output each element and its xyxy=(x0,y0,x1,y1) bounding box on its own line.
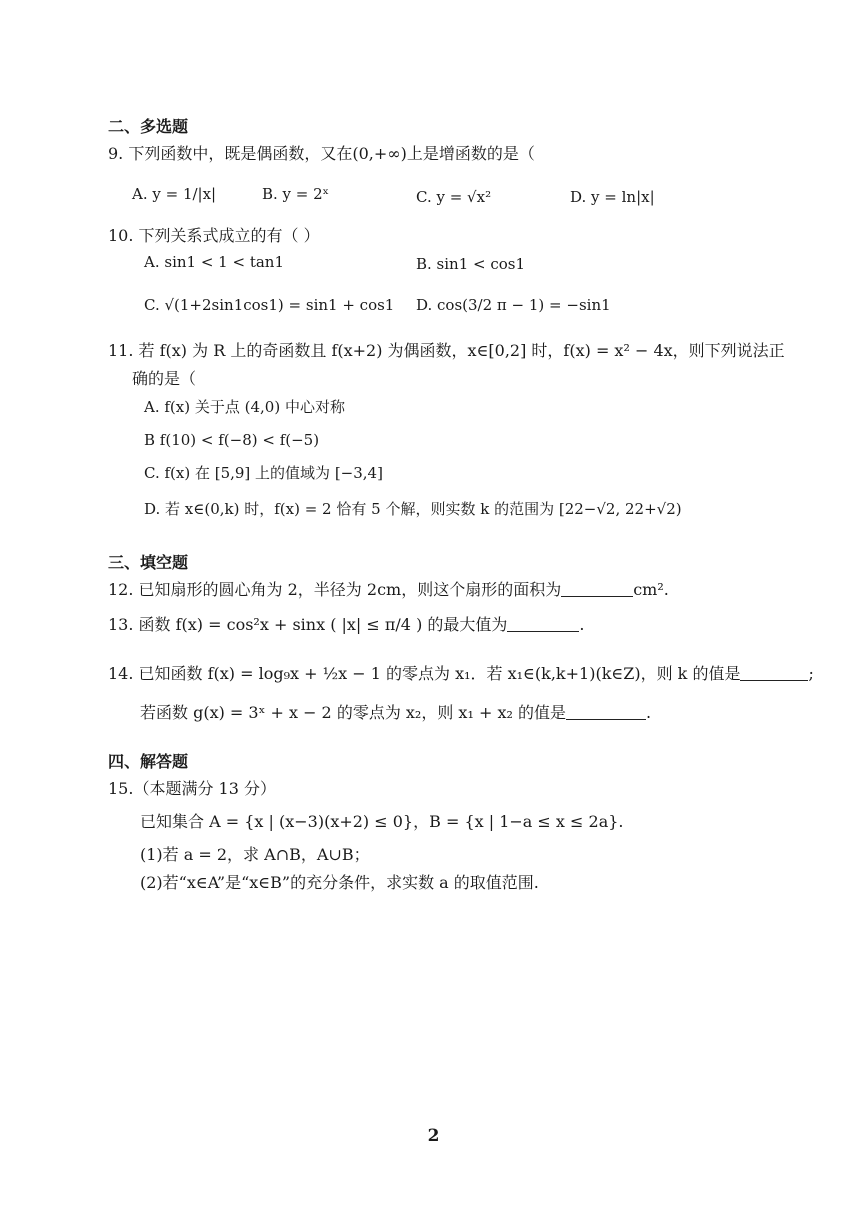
question-9-option-c: C. y = √x² xyxy=(416,188,492,206)
question-12-text: 12. 已知扇形的圆心角为 2，半径为 2cm，则这个扇形的面积为 xyxy=(108,580,562,599)
question-9-option-b: B. y = 2ˣ xyxy=(262,185,330,203)
question-11-option-b: B f(10) < f(−8) < f(−5) xyxy=(144,431,320,449)
question-14-line1 xyxy=(108,664,814,684)
question-14-end2: . xyxy=(645,703,652,722)
question-10-stem: 10. 下列关系式成立的有（ ） xyxy=(108,226,320,245)
question-9-stem: 9. 下列函数中，既是偶函数，又在(0,+∞)上是增函数的是（ xyxy=(108,144,535,163)
question-15-title: 15.（本题满分 13 分） xyxy=(108,779,276,798)
section-heading-fill-in: 三、填空题 xyxy=(108,553,189,572)
question-9-option-d: D. y = ln|x| xyxy=(570,188,655,206)
question-12-unit: cm². xyxy=(633,580,669,599)
question-14-end1: ; xyxy=(808,664,814,683)
question-10-option-a: A. sin1 < 1 < tan1 xyxy=(144,253,284,271)
question-14-text1: 14. 已知函数 f(x) = log₉x + ½x − 1 的零点为 x₁．若 x₁∈(k,k+1)(k∈Z)，则 k 的值是 xyxy=(108,664,741,683)
question-13-text: 13. 函数 f(x) = cos²x + sinx ( |x| ≤ π/4 ) 的最大值为 xyxy=(108,615,508,634)
question-14-answer-blank-1[interactable] xyxy=(740,680,808,681)
question-9-option-a: A. y = 1/|x| xyxy=(132,185,217,203)
question-11-stem-line2: 确的是（ xyxy=(132,369,197,388)
question-13-answer-blank[interactable] xyxy=(507,631,579,632)
question-10-option-d: D. cos(3/2 π − 1) = −sin1 xyxy=(416,296,611,314)
question-10-option-c: C. √(1+2sin1cos1) = sin1 + cos1 xyxy=(144,296,395,314)
question-15-part-1: (1)若 a = 2，求 A∩B，A∪B； xyxy=(140,845,370,864)
question-12 xyxy=(108,580,669,600)
question-13-end: . xyxy=(579,615,585,634)
section-heading-multi-choice: 二、多选题 xyxy=(108,117,189,136)
question-12-answer-blank[interactable] xyxy=(561,596,633,597)
question-13 xyxy=(108,615,585,635)
question-14-text2: 若函数 g(x) = 3ˣ + x − 2 的零点为 x₂，则 x₁ + x₂ 的值是 xyxy=(140,703,566,722)
section-heading-answer: 四、解答题 xyxy=(108,752,189,771)
question-14-line2 xyxy=(140,703,651,723)
question-14-answer-blank-2[interactable] xyxy=(566,719,646,720)
page-number: 2 xyxy=(427,1126,440,1146)
question-11-stem-line1: 11. 若 f(x) 为 R 上的奇函数且 f(x+2) 为偶函数，x∈[0,2] 时，f(x) = x² − 4x，则下列说法正 xyxy=(108,341,785,360)
question-11-option-c: C. f(x) 在 [5,9] 上的值域为 [−3,4] xyxy=(144,464,383,482)
question-15-part-2: (2)若“x∈A”是“x∈B”的充分条件，求实数 a 的取值范围. xyxy=(140,873,539,892)
question-11-option-d: D. 若 x∈(0,k) 时，f(x) = 2 恰有 5 个解，则实数 k 的范围为 [22−√2, 22+√2) xyxy=(144,500,682,518)
question-11-option-a: A. f(x) 关于点 (4,0) 中心对称 xyxy=(144,398,345,416)
question-15-given: 已知集合 A = {x | (x−3)(x+2) ≤ 0}，B = {x | 1−a ≤ x ≤ 2a}. xyxy=(140,812,624,831)
question-10-option-b: B. sin1 < cos1 xyxy=(416,255,526,273)
